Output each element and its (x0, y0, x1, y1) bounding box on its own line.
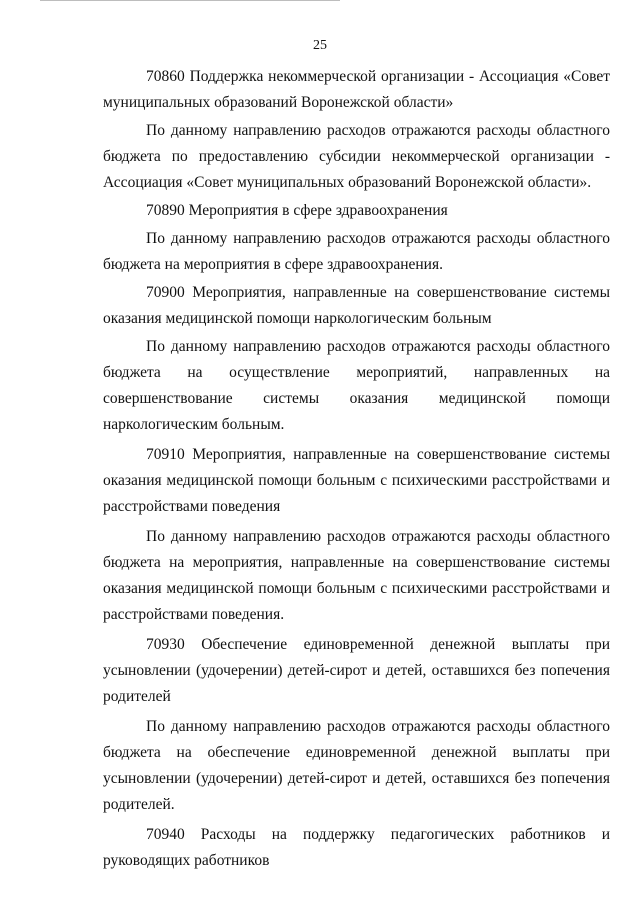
heading-70910: 70910 Мероприятия, направленные на совершенствование системы оказания медицинской помощи больным с психическими расстройствами и расстройствами поведения (103, 446, 610, 515)
heading-70930: 70930 Обеспечение единовременной денежной выплаты при усыновлении (удочерении) детей-сирот и детей, оставшихся без попечения родителей (103, 636, 610, 705)
description-70890: По данному направлению расходов отражаются расходы областного бюджета на мероприятия в сфере здравоохранения. (103, 230, 610, 273)
description-70910: По данному направлению расходов отражаются расходы областного бюджета на мероприятия, направленные на совершенствование системы оказания медицинской помощи больным с психическими расстройствами и расстройствами поведения. (103, 528, 610, 623)
description-70930: По данному направлению расходов отражаются расходы областного бюджета на обеспечение единовременной денежной выплаты при усыновлении (удочерении) детей-сирот и детей, оставшихся без попечения родителей. (103, 718, 610, 813)
heading-70890: 70890 Мероприятия в сфере здравоохранения (146, 202, 448, 219)
page-number: 25 (313, 38, 327, 53)
top-edge-rule (40, 0, 340, 1)
description-70860: По данному направлению расходов отражаются расходы областного бюджета по предоставлению субсидии некоммерческой организации - Ассоциация «Совет муниципальных образований Воронежской области». (103, 122, 610, 191)
heading-70900: 70900 Мероприятия, направленные на совершенствование системы оказания медицинской помощи наркологическим больным (103, 284, 610, 327)
description-70900: По данному направлению расходов отражаются расходы областного бюджета на осуществление мероприятий, направленных на совершенствование системы оказания медицинской помощи наркологическим больным. (103, 338, 610, 433)
heading-70860: 70860 Поддержка некоммерческой организации - Ассоциация «Совет муниципальных образований Воронежской области» (103, 68, 610, 111)
document-body (103, 64, 610, 874)
heading-70940: 70940 Расходы на поддержку педагогических работников и руководящих работников (103, 826, 610, 869)
